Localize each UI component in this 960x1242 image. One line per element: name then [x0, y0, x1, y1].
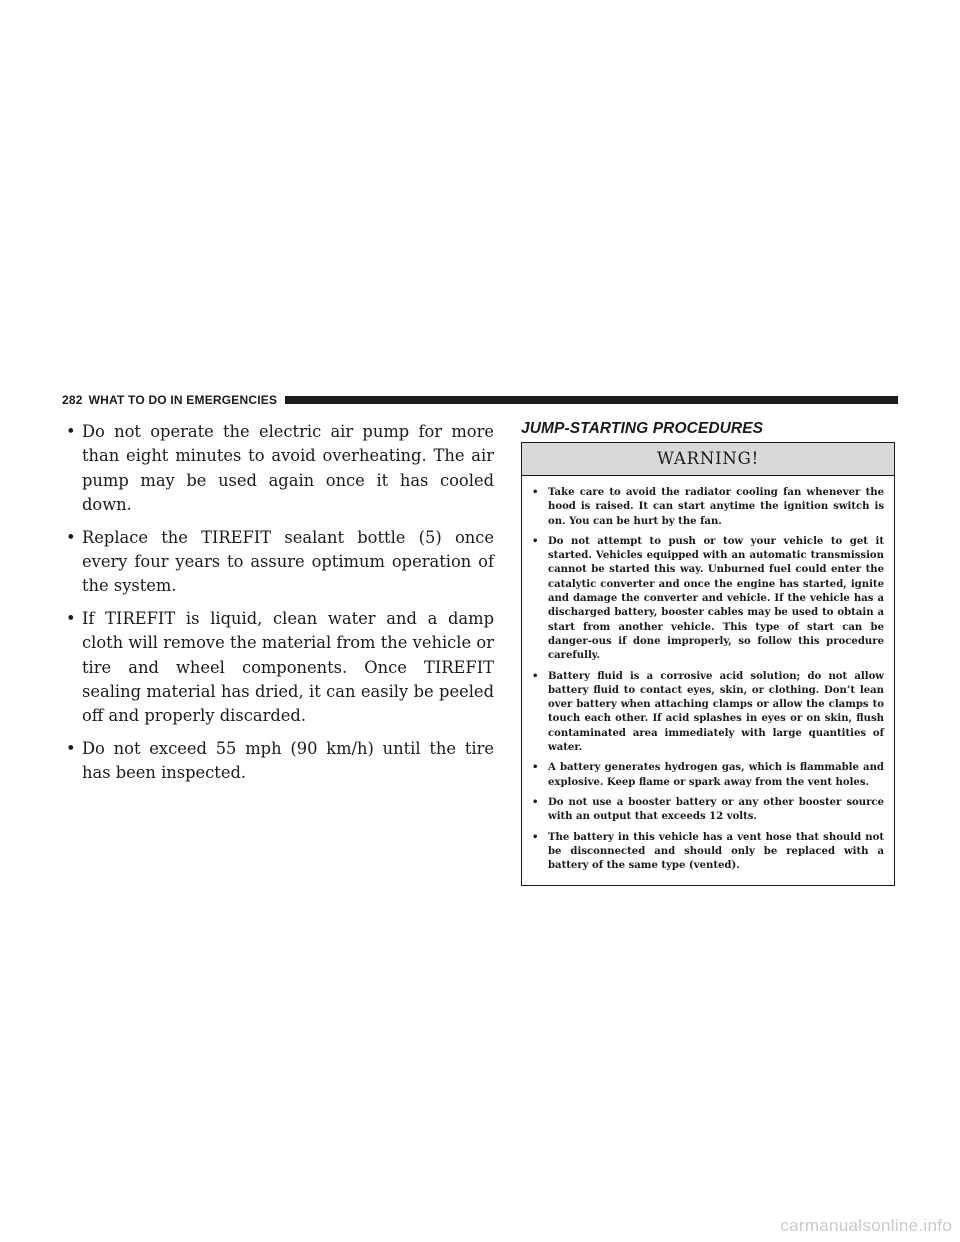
- warning-text: Battery fluid is a corrosive acid solution; do not allow battery fluid to contact eyes, skin, or clothing. Don’t lean over battery when attaching clamps or allow the clamps to touch each other. If acid splashes in eyes or on skin, flush contaminated area immediately with large quantities of water.: [548, 670, 884, 754]
- page-number: 282: [62, 393, 83, 407]
- bullet-icon: •: [532, 670, 539, 682]
- list-item-text: Do not exceed 55 mph (90 km/h) until the tire has been inspected.: [82, 738, 494, 783]
- bullet-icon: •: [66, 738, 76, 758]
- warning-text: The battery in this vehicle has a vent hose that should not be disconnected and should only be replaced with a battery of the same type (vented).: [548, 831, 884, 872]
- list-item-text: Replace the TIREFIT sealant bottle (5) once every four years to assure optimum operation of the system.: [82, 527, 494, 596]
- warning-list: [522, 476, 894, 885]
- list-item: [62, 526, 494, 599]
- bullet-icon: •: [66, 608, 76, 628]
- warning-text: Take care to avoid the radiator cooling fan whenever the hood is raised. It can start anytime the ignition switch is on. You can be hurt by the fan.: [548, 487, 884, 527]
- warning-item: [532, 486, 884, 529]
- list-item-text: If TIREFIT is liquid, clean water and a damp cloth will remove the material from the vehicle or tire and wheel components. Once TIREFIT sealing material has dried, it can easily be peeled off and properly discarded.: [82, 608, 494, 726]
- bullet-icon: •: [532, 487, 539, 498]
- warning-item: [532, 761, 884, 790]
- left-column: [62, 420, 494, 794]
- bullet-icon: •: [532, 535, 539, 547]
- warning-item: [532, 535, 884, 664]
- bullet-icon: •: [532, 796, 539, 808]
- warning-title: WARNING!: [522, 443, 894, 476]
- warning-text: A battery generates hydrogen gas, which is flammable and explosive. Keep flame or spark away from the vent holes.: [548, 762, 884, 788]
- page-header: [62, 392, 898, 408]
- list-item: [62, 420, 494, 518]
- watermark: carmanualsonline.info: [780, 1216, 952, 1235]
- list-item: [62, 607, 494, 729]
- warning-item: [532, 796, 884, 825]
- bullet-icon: •: [532, 831, 539, 843]
- list-item: [62, 737, 494, 786]
- section-heading: JUMP-STARTING PROCEDURES: [521, 420, 764, 437]
- right-column: [521, 420, 897, 886]
- warning-item: [532, 670, 884, 756]
- bullet-icon: •: [532, 762, 539, 774]
- warning-text: Do not attempt to push or tow your vehicle to get it started. Vehicles equipped with an automatic transmission cannot be started this way. Unburned fuel could enter the catalytic converter and once the engine has started, ignite and damage the converter and vehicle. If the vehicle has a discharged battery, booster cables may be used to obtain a start from another vehicle. This type of start can be danger-ous if done improperly, so follow this procedure carefully.: [548, 535, 884, 662]
- section-title: WHAT TO DO IN EMERGENCIES: [88, 393, 278, 407]
- bullet-icon: •: [66, 422, 76, 441]
- warning-box: [521, 442, 895, 886]
- bullet-icon: •: [66, 527, 76, 547]
- header-rule: [285, 396, 898, 404]
- warning-text: Do not use a booster battery or any other booster source with an output that exceeds 12 volts.: [548, 796, 884, 823]
- warning-item: [532, 831, 884, 874]
- list-item-text: Do not operate the electric air pump for more than eight minutes to avoid overheating. The air pump may be used again once it has cooled down.: [82, 422, 494, 515]
